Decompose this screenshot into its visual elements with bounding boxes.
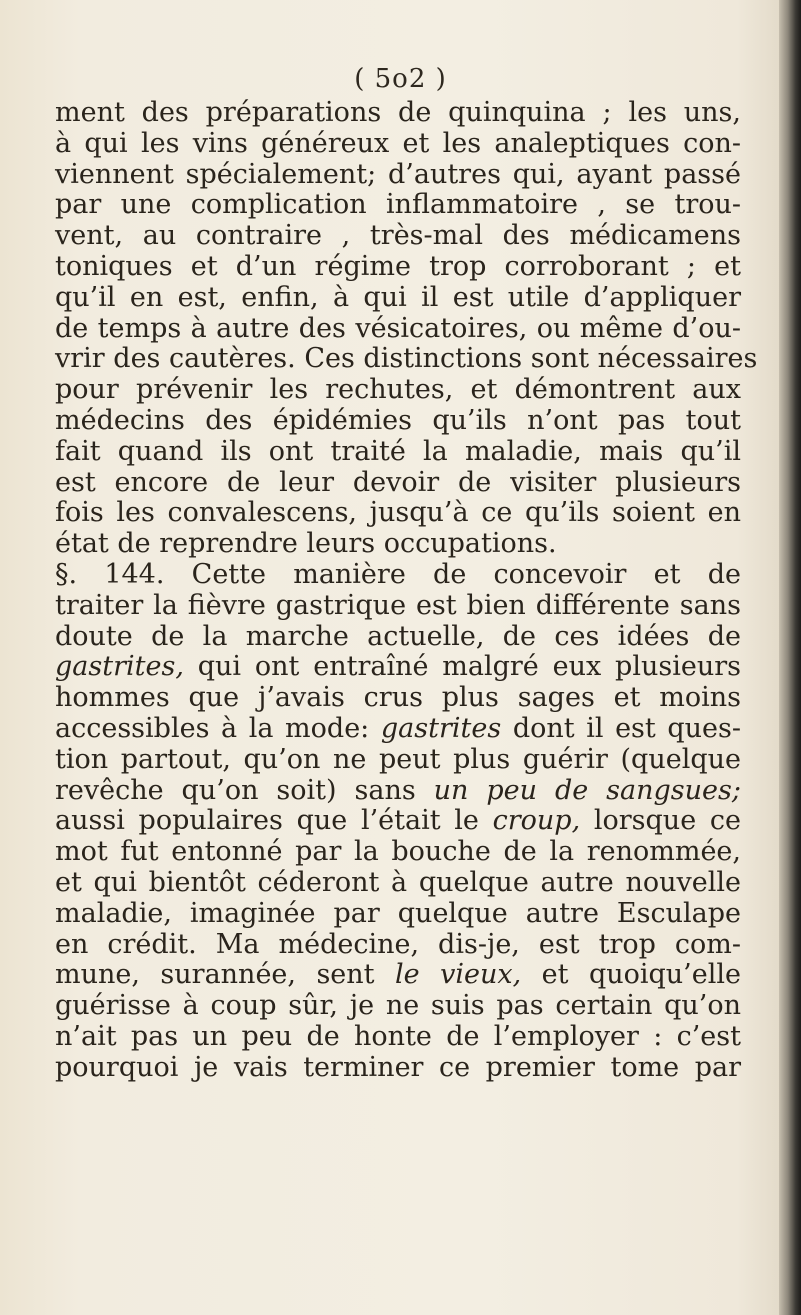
text-line: est encore de leur devoir de visiter plusieurs [55,466,741,498]
text-line: §. 144. Cette manière de concevoir et de [55,558,741,590]
text-line: en crédit. Ma médecine, dis-je, est trop com- [55,928,741,960]
text-line: mot fut entonné par la bouche de la renommée, [55,836,741,868]
text-line: à qui les vins généreux et les analeptiques con- [55,127,741,159]
text-line: accessibles à la mode: gastrites dont il est ques- [55,712,741,744]
text-line: pour prévenir les rechutes, et démontrent aux [55,374,741,406]
text-line: revêche qu’on soit) sans un peu de sangsues; [55,774,741,806]
text-line: viennent spécialement; d’autres qui, ayant passé [55,158,741,190]
page-number: ( 5o2 ) [354,64,447,94]
text-line: état de reprendre leurs occupations. [55,528,557,560]
text-line: fait quand ils ont traité la maladie, mais qu’il [55,435,741,467]
text-line: et qui bientôt céderont à quelque autre nouvelle [55,866,741,898]
page-binding-edge [779,0,801,1315]
text-line: par une complication inflammatoire , se trou- [55,189,741,221]
text-line: traiter la fièvre gastrique est bien différente sans [55,589,741,621]
text-line: vent, au contraire , très-mal des médicamens [55,220,741,252]
text-line: vrir des cautères. Ces distinctions sont nécessaires [55,343,758,375]
text-line: tion partout, qu’on ne peut plus guérir (quelque [55,743,741,775]
text-line: aussi populaires que l’était le croup, lorsque ce [55,805,741,837]
text-line: n’ait pas un peu de honte de l’employer : c’est [55,1020,741,1052]
text-line: doute de la marche actuelle, de ces idées de [55,620,741,652]
body-text [55,97,758,1084]
text-line: qu’il en est, enfin, à qui il est utile d’appliquer [55,281,741,313]
text-line: gastrites, qui ont entraîné malgré eux plusieurs [55,651,741,683]
text-line: guérisse à coup sûr, je ne suis pas certain qu’on [55,990,741,1022]
text-line: maladie, imaginée par quelque autre Esculape [55,897,741,929]
text-line: pourquoi je vais terminer ce premier tome par [55,1051,741,1083]
text-line: ment des préparations de quinquina ; les uns, [55,97,741,128]
text-line: mune, surannée, sent le vieux, et quoiqu’elle [55,959,741,991]
text-line: de temps à autre des vésicatoires, ou même d’ou- [55,312,741,344]
text-line: fois les convalescens, jusqu’à ce qu’ils soient en [55,497,741,529]
text-line: hommes que j’avais crus plus sages et moins [55,682,741,714]
text-line: médecins des épidémies qu’ils n’ont pas tout [55,404,741,436]
text-line: toniques et d’un régime trop corroborant ; et [55,250,741,282]
